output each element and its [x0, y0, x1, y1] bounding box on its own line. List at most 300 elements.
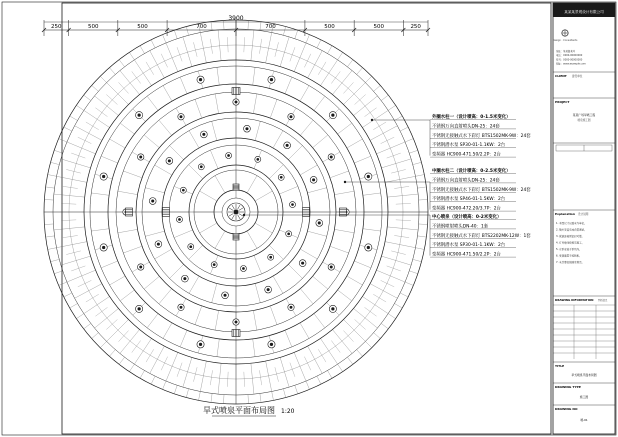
paving-joint	[331, 71, 340, 83]
paving-joint	[84, 296, 110, 313]
segment-dimension: 250	[51, 24, 62, 30]
paving-joint	[140, 46, 145, 54]
outer-jet-light	[288, 114, 294, 120]
paving-joint	[223, 20, 224, 29]
paving-joint	[308, 51, 323, 78]
paving-joint	[70, 116, 78, 121]
paving-joint	[227, 372, 228, 387]
paving-joint	[134, 338, 151, 364]
company-info	[556, 49, 586, 66]
paving-joint	[120, 290, 134, 301]
pump-pit-cover	[233, 234, 239, 240]
center-jet-nozzle	[227, 203, 245, 221]
paving-joint	[338, 52, 343, 59]
paving-joint	[409, 150, 418, 153]
paving-joint	[61, 159, 91, 168]
middle-jet-light	[180, 187, 186, 193]
paving-joint	[145, 188, 164, 193]
paving-joint	[285, 77, 292, 94]
paving-joint	[144, 135, 159, 148]
pump-pit-cover	[126, 208, 133, 216]
paving-joint	[400, 127, 408, 131]
paving-joint	[255, 283, 260, 302]
paving-joint	[189, 131, 199, 148]
paving-joint	[64, 293, 72, 297]
paving-joint	[317, 376, 321, 384]
paving-joint	[388, 105, 395, 110]
paving-joint	[119, 60, 124, 67]
outer-jet-light	[233, 99, 239, 105]
drawing-title: 旱式喷泉平面布局图	[203, 406, 275, 415]
paving-joint	[67, 270, 96, 282]
paving-joint	[317, 40, 321, 48]
pump-pit-cover	[232, 88, 240, 95]
paving-joint	[186, 27, 188, 36]
paving-joint	[338, 364, 343, 371]
annotation-line: 不锈钢万向直射喷头DN-25：24套	[432, 178, 500, 184]
paving-joint	[376, 270, 405, 282]
middle-jet-nozzle	[265, 286, 272, 293]
design-note: 3. 管道连接须密封可靠。	[556, 235, 585, 238]
middle-jet-nozzle	[155, 241, 162, 248]
paving-joint	[320, 60, 337, 86]
paving-joint	[146, 349, 154, 362]
annotation-line: 中圈水柱二（设计喷高：0-2.5米变化）	[432, 169, 511, 174]
paving-joint	[330, 246, 349, 253]
paving-joint	[218, 30, 221, 61]
paving-joint	[155, 249, 172, 259]
paving-joint	[409, 271, 418, 274]
paving-joint	[110, 139, 126, 148]
paving-joint	[132, 71, 141, 83]
pump-pit-cover	[233, 184, 239, 190]
paving-joint	[199, 391, 201, 400]
paving-joint	[272, 391, 274, 400]
paving-joint	[387, 194, 418, 197]
paving-joint	[318, 349, 326, 362]
drawing-no-label: DRAWING NO	[555, 407, 578, 411]
paving-joint	[61, 220, 76, 221]
middle-jet-nozzle	[284, 142, 291, 149]
company-info-line: 传真：0000-00000000	[556, 58, 583, 62]
paving-joint	[147, 96, 158, 110]
paving-joint	[280, 357, 289, 387]
paving-joint	[59, 139, 67, 142]
paving-joint	[388, 314, 395, 319]
paving-joint	[44, 199, 53, 200]
paving-joint	[161, 54, 167, 68]
annotation-dot	[371, 119, 373, 121]
annotation-line: 外圈水柱一（设计喷高：0-1.5米变化）	[432, 115, 511, 120]
paving-joint	[92, 85, 99, 91]
paving-joint	[391, 251, 406, 255]
paving-joint	[78, 280, 92, 286]
paving-joint	[70, 304, 78, 309]
paving-joint	[63, 235, 78, 237]
paving-joint	[300, 165, 317, 175]
paving-joint	[215, 231, 225, 248]
paving-joint	[134, 60, 151, 86]
paving-joint	[244, 372, 245, 387]
paving-joint	[244, 37, 245, 52]
logo-caption: Design · Consultants	[552, 39, 578, 42]
paving-joint	[193, 42, 197, 57]
paving-joint	[54, 227, 85, 230]
outer-jet-nozzle	[268, 76, 275, 83]
annotation-line: 中心喷泉（设计喷高：0-2米变化）	[432, 215, 502, 220]
paving-joint	[86, 122, 99, 130]
outer-jet-nozzle	[329, 112, 336, 119]
paving-joint	[54, 271, 63, 274]
paving-joint	[186, 389, 188, 398]
paving-joint	[84, 95, 91, 100]
paving-joint	[300, 86, 309, 102]
paving-joint	[253, 310, 256, 330]
paving-joint	[183, 37, 192, 67]
paving-joint	[95, 96, 119, 116]
paving-joint	[314, 96, 325, 110]
paving-joint	[223, 395, 224, 404]
paving-joint	[210, 150, 218, 168]
paving-joint	[101, 261, 118, 268]
paving-joint	[247, 176, 257, 193]
paving-joint	[211, 393, 212, 402]
paving-joint	[288, 146, 302, 160]
paving-joint	[314, 314, 325, 328]
outer-jet-light	[138, 154, 144, 160]
paving-joint	[288, 264, 302, 278]
paving-joint	[120, 71, 140, 95]
paving-joint	[123, 246, 142, 253]
outer-jet-light	[178, 114, 184, 120]
paving-joint	[118, 229, 138, 232]
paving-joint	[365, 307, 377, 316]
paving-joint	[328, 370, 333, 378]
paving-joint	[110, 276, 126, 285]
paving-joint	[132, 341, 141, 353]
middle-jet-light	[290, 202, 296, 208]
annotation-line: 变频器 HC900-471.50/2.2P：2台	[432, 152, 501, 158]
paving-joint	[146, 62, 154, 75]
client-label: CLIENT	[555, 74, 567, 78]
paving-joint	[147, 314, 158, 328]
paving-joint	[183, 357, 192, 387]
paving-joint	[405, 139, 413, 142]
paving-joint	[307, 188, 326, 193]
annotation-line: 不锈钢无接触式水下彩灯 BTS1502MK-9W：24套	[432, 187, 531, 193]
company-info-line: 地址：某某路某号	[556, 50, 576, 53]
paving-joint	[253, 67, 255, 85]
middle-jet-nozzle	[244, 125, 251, 132]
equipment-annotations	[243, 113, 531, 258]
middle-jet-light	[211, 262, 217, 268]
middle-jet-light	[240, 266, 246, 272]
company-info-line: 电话：0000-00000000	[556, 54, 583, 58]
paving-joint	[92, 333, 99, 339]
paving-joint	[189, 276, 199, 293]
paving-joint	[150, 51, 165, 78]
paving-joint	[251, 363, 254, 394]
paving-joint	[353, 96, 377, 116]
paving-joint	[363, 193, 381, 195]
paving-joint	[46, 236, 55, 237]
paving-joint	[391, 169, 406, 173]
paving-joint	[417, 236, 426, 237]
segment-dimension: 700	[265, 24, 276, 30]
paving-joint	[193, 367, 197, 382]
title-value: 旱式喷泉平面布局图	[571, 373, 597, 377]
paving-joint	[318, 62, 326, 75]
paving-joint	[394, 186, 409, 188]
annotation-line: 变频器 HC900-471.50/2.2P：2台	[432, 252, 501, 258]
paving-joint	[295, 30, 298, 39]
paving-joint	[381, 95, 388, 100]
paving-joint	[227, 37, 228, 52]
paving-joint	[255, 223, 272, 233]
paving-joint	[394, 235, 409, 237]
annotation-dot	[344, 181, 346, 183]
paving-joint	[332, 71, 352, 95]
paving-joint	[78, 137, 92, 143]
project-label: PROJECT	[555, 100, 570, 104]
paving-joint	[248, 395, 249, 404]
paving-joint	[347, 357, 352, 364]
paving-joint	[215, 94, 218, 114]
paving-joint	[76, 105, 83, 110]
paving-joint	[255, 191, 272, 201]
drawing-scale: 1:20	[281, 408, 295, 415]
paving-joint	[354, 261, 371, 268]
middle-jet-nozzle	[316, 220, 323, 227]
paving-joint	[381, 280, 395, 286]
annotation-line: 不锈钢万向直射喷头DN-25：24套	[432, 124, 500, 130]
paving-joint	[387, 227, 418, 230]
paving-joint	[63, 186, 78, 188]
paving-joint	[283, 27, 285, 36]
paving-joint	[381, 159, 411, 168]
paving-joint	[66, 169, 81, 173]
paving-joint	[374, 85, 381, 91]
design-note: 4. 灯具接线按规范施工。	[556, 241, 585, 245]
segment-dimension: 500	[373, 24, 385, 30]
paving-joint	[217, 67, 219, 85]
paving-joint	[151, 40, 155, 48]
paving-joint	[415, 175, 424, 177]
paving-joint	[363, 229, 381, 231]
outer-jet-nozzle	[329, 305, 336, 312]
paving-joint	[163, 381, 166, 389]
paving-joint	[129, 364, 134, 371]
paving-joint	[100, 76, 106, 82]
middle-jet-nozzle	[149, 198, 156, 205]
paving-joint	[273, 131, 283, 148]
paving-joint	[161, 357, 167, 371]
paving-joint	[195, 99, 202, 118]
paving-joint	[343, 83, 365, 105]
paving-joint	[120, 329, 140, 353]
middle-jet-light	[268, 254, 274, 260]
drawing-info-label: DRAWING INFORMATION	[555, 298, 594, 302]
paving-joint	[285, 330, 292, 347]
paving-joint	[270, 99, 277, 118]
paving-joint	[163, 323, 172, 339]
paving-joint	[415, 248, 424, 250]
annotation-line: 不锈钢潜水泵 SP30-01-1.1KW：2台	[432, 143, 506, 149]
paving-joint	[180, 330, 187, 347]
paving-joint	[400, 293, 408, 297]
paving-joint	[294, 43, 306, 72]
paving-joint	[66, 251, 81, 255]
design-note: 5. 水泵安装于泵坑内。	[556, 248, 582, 251]
paving-joint	[248, 20, 249, 29]
paving-joint	[362, 296, 388, 313]
paving-joint	[200, 191, 217, 201]
paving-joint	[313, 276, 328, 289]
paving-joint	[84, 323, 91, 328]
paving-joint	[254, 255, 262, 273]
company-info-line: 网址：www.example.com	[556, 62, 586, 66]
paving-joint	[166, 43, 178, 72]
outer-jet-light	[288, 304, 294, 310]
paving-joint	[260, 393, 261, 402]
paving-joint	[120, 123, 134, 134]
paving-joint	[174, 30, 177, 39]
paving-joint	[46, 187, 55, 188]
paving-joint	[270, 306, 277, 325]
middle-jet-light	[278, 174, 284, 180]
paving-joint	[396, 220, 411, 221]
paving-joint	[64, 127, 72, 131]
paving-joint	[54, 150, 63, 153]
paving-joint	[95, 108, 107, 117]
paving-joint	[75, 126, 102, 141]
paving-joint	[300, 249, 317, 259]
outer-jet-light	[138, 264, 144, 270]
paving-joint	[304, 54, 310, 68]
middle-jet-nozzle	[166, 157, 173, 164]
paving-joint	[109, 350, 115, 357]
paving-joint	[155, 165, 172, 175]
paving-joint	[280, 37, 289, 67]
paving-joint	[54, 194, 85, 197]
paving-joint	[76, 314, 83, 319]
annotation-line: 不锈钢无接触式水下彩灯 BTS1502MK-9W：24套	[432, 133, 531, 139]
paving-joint	[283, 389, 285, 398]
paving-joint	[294, 352, 306, 381]
paving-joint	[118, 191, 138, 194]
paving-joint	[210, 370, 212, 385]
middle-jet-nozzle	[200, 131, 207, 138]
annotation-dot	[243, 214, 245, 216]
paving-joint	[217, 339, 219, 357]
sheet-frame	[2, 2, 616, 435]
paving-joint	[417, 187, 426, 188]
outer-jet-nozzle	[365, 244, 372, 251]
paving-joint	[370, 126, 397, 141]
paving-joint	[174, 230, 192, 238]
paving-joint	[365, 108, 377, 117]
middle-jet-light	[176, 216, 182, 222]
paving-joint	[159, 120, 172, 135]
paving-joint	[373, 122, 386, 130]
paving-joint	[86, 294, 99, 302]
paving-joint	[279, 186, 297, 194]
explanation-value: 设计说明	[578, 213, 589, 216]
annotation-line: 变频器 HC900-472.20/3.7P：2台	[432, 206, 501, 212]
paving-joint	[151, 376, 155, 384]
paving-joint	[215, 176, 225, 193]
drawing-type-label: DRAWING TYPE	[555, 385, 581, 389]
design-note: 6. 变频器置于控制柜。	[556, 254, 582, 258]
annotation-line: 不锈钢无接触式水下彩灯 BTS2202MK-12W：1套	[432, 233, 531, 239]
design-note: 1. 本图尺寸以毫米为单位。	[556, 222, 587, 225]
outer-jet-light	[328, 264, 334, 270]
paving-joint	[295, 385, 298, 394]
middle-jet-nozzle	[310, 176, 317, 183]
paving-joint	[365, 76, 371, 82]
drawing-no-value: 喷-01	[580, 418, 588, 422]
paving-joint	[413, 259, 422, 261]
paving-joint	[273, 276, 283, 293]
paving-joint	[95, 307, 107, 316]
paving-joint	[357, 68, 363, 75]
drawing-info-grid	[553, 305, 615, 359]
paving-joint	[259, 39, 261, 54]
outer-jet-nozzle	[268, 341, 275, 348]
paving-joint	[376, 142, 405, 154]
paving-joint	[95, 308, 119, 328]
paving-joint	[174, 385, 177, 394]
outer-jet-nozzle	[100, 244, 107, 251]
design-note: 7. 未尽事宜按国家规范。	[556, 261, 585, 264]
paving-joint	[308, 346, 323, 373]
paving-joint	[334, 229, 354, 232]
company-header: 某某某景观设计有限公司	[564, 10, 604, 14]
pump-pit-cover	[163, 208, 170, 217]
segment-dimension: 500	[137, 24, 148, 30]
paving-joint	[107, 319, 129, 341]
paving-joint	[247, 231, 257, 248]
paving-joint	[313, 135, 328, 148]
paving-joint	[275, 367, 279, 382]
drawing-info-value: 图纸信息	[598, 299, 608, 302]
paving-joint	[61, 256, 91, 265]
paving-joint	[210, 39, 212, 54]
paving-joint	[195, 306, 202, 325]
paving-joint	[91, 229, 109, 231]
paving-joint	[159, 289, 172, 304]
client-value: 建设单位	[572, 75, 583, 78]
paving-joint	[255, 121, 260, 140]
paving-joint	[381, 256, 411, 265]
paving-joint	[347, 60, 352, 67]
paving-joint	[347, 276, 363, 285]
paving-joint	[163, 86, 172, 102]
paving-joint	[251, 30, 254, 61]
title-block	[553, 3, 615, 434]
dimension-line	[42, 15, 430, 36]
outer-jet-nozzle	[100, 173, 107, 180]
paving-joint	[300, 120, 313, 135]
paving-joint	[320, 338, 337, 364]
middle-jet-light	[255, 156, 261, 162]
paving-joint	[140, 370, 145, 378]
paving-joint	[84, 110, 110, 127]
paving-joint	[394, 304, 402, 309]
middle-jet-nozzle	[222, 292, 229, 299]
title-label: TITLE	[555, 364, 565, 368]
paving-joint	[119, 357, 124, 364]
